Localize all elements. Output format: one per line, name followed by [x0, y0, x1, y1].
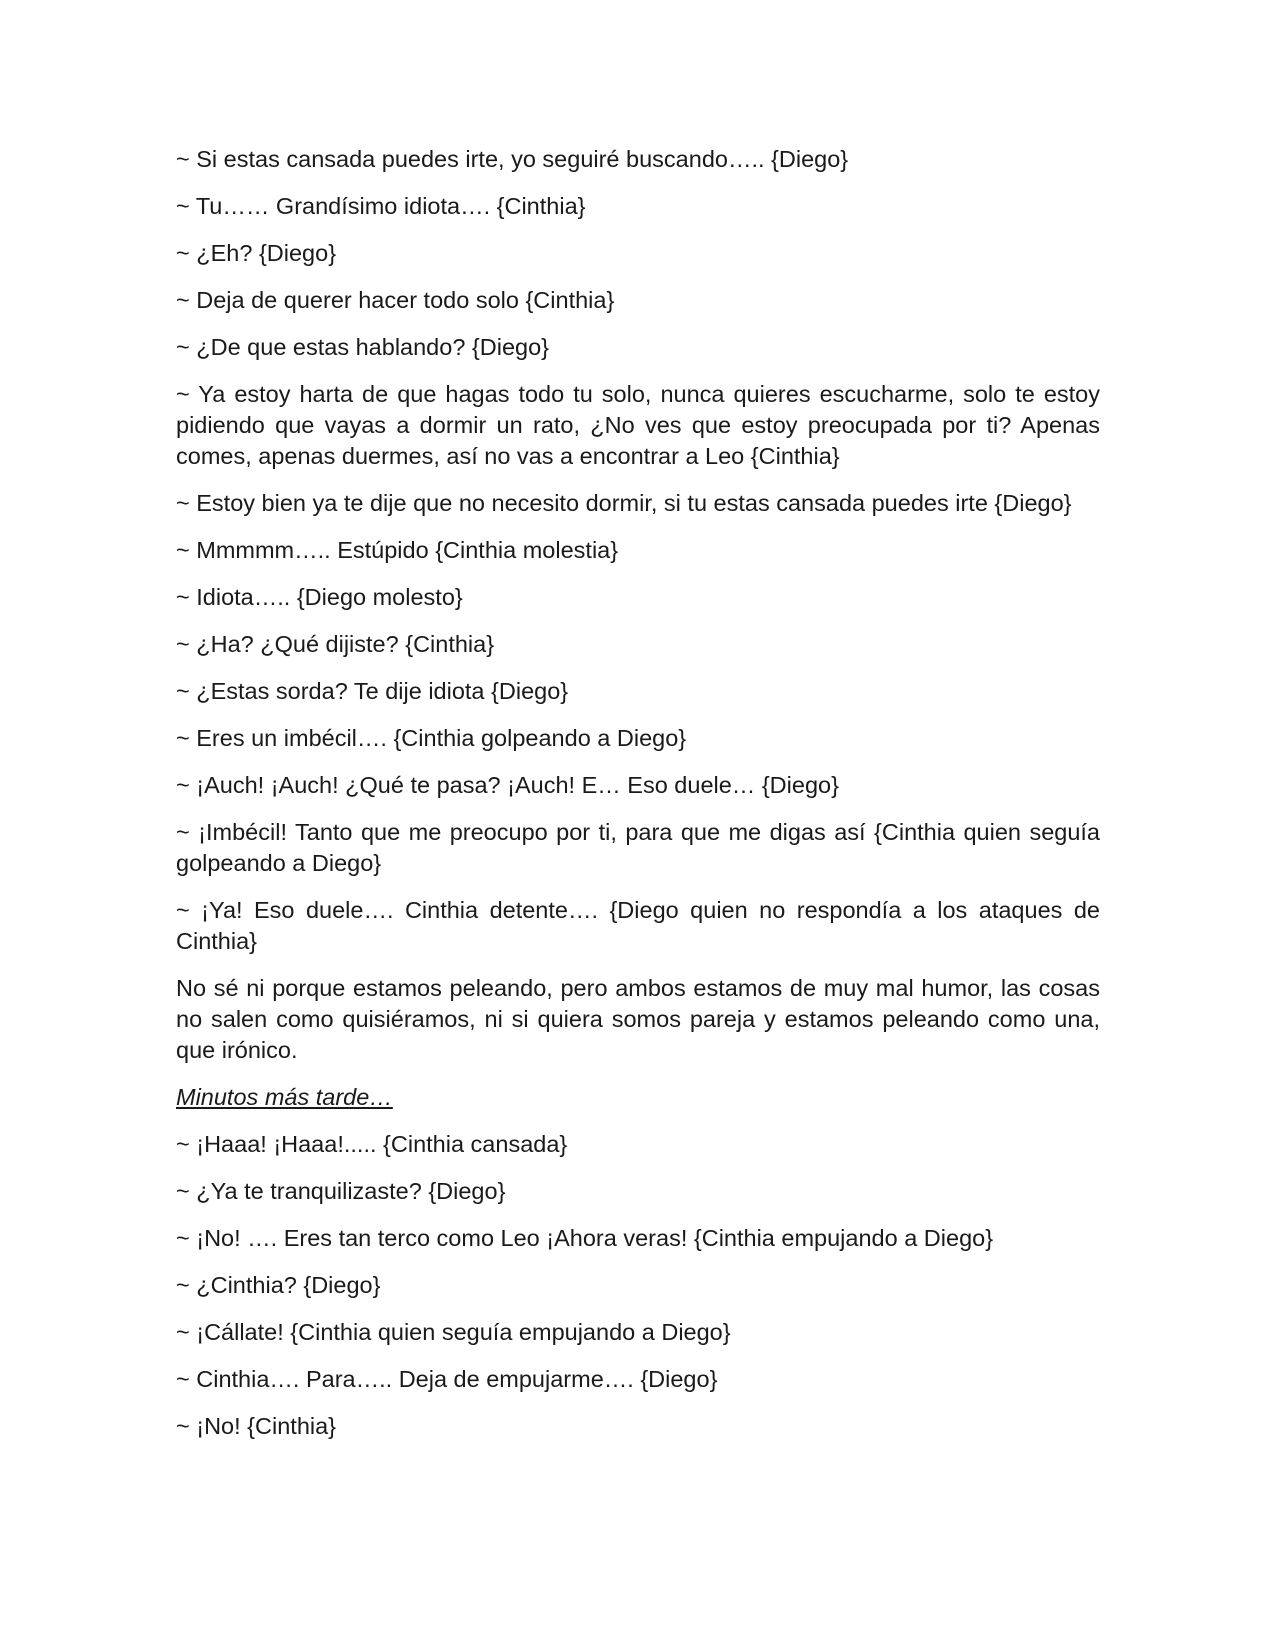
dialogue-line: ~ Idiota….. {Diego molesto}	[176, 584, 463, 610]
dialogue-line: ~ ¿Estas sorda? Te dije idiota {Diego}	[176, 678, 569, 704]
dialogue-line: ~ Cinthia…. Para….. Deja de empujarme…. {Diego}	[176, 1366, 718, 1392]
dialogue-line: ~ ¿Cinthia? {Diego}	[176, 1272, 381, 1298]
dialogue-line: ~ Eres un imbécil…. {Cinthia golpeando a Diego}	[176, 725, 687, 751]
dialogue-paragraph: ~ Estoy bien ya te dije que no necesito dormir, si tu estas cansada puedes irte {Diego}	[176, 490, 1072, 516]
dialogue-line: ~ Mmmmm….. Estúpido {Cinthia molestia}	[176, 537, 619, 563]
dialogue-line: ~ ¿Ya te tranquilizaste? {Diego}	[176, 1178, 506, 1204]
dialogue-line: ~ ¡No! …. Eres tan terco como Leo ¡Ahora veras! {Cinthia empujando a Diego}	[176, 1225, 994, 1251]
dialogue-line: ~ ¡Haaa! ¡Haaa!..... {Cinthia cansada}	[176, 1131, 568, 1157]
dialogue-paragraph: ~ Ya estoy harta de que hagas todo tu solo, nunca quieres escucharme, solo te estoy pidiendo que vayas a dormir un rato, ¿No ves que estoy preocupada por ti? Apenas comes, apenas duermes, así no vas a encontrar a Leo {Cinthia}	[176, 381, 1100, 469]
dialogue-line: ~ ¡No! {Cinthia}	[176, 1413, 337, 1439]
dialogue-paragraph: ~ ¡Imbécil! Tanto que me preocupo por ti, para que me digas así {Cinthia quien seguía golpeando a Diego}	[176, 819, 1100, 876]
dialogue-line: ~ Si estas cansada puedes irte, yo seguiré buscando….. {Diego}	[176, 146, 849, 172]
dialogue-line: ~ Deja de querer hacer todo solo {Cinthia}	[176, 287, 615, 313]
dialogue-line: ~ ¿De que estas hablando? {Diego}	[176, 334, 550, 360]
dialogue-line: ~ ¿Ha? ¿Qué dijiste? {Cinthia}	[176, 631, 495, 657]
dialogue-line: ~ ¡Auch! ¡Auch! ¿Qué te pasa? ¡Auch! E… Eso duele… {Diego}	[176, 772, 839, 798]
document-page	[176, 144, 1100, 1458]
dialogue-paragraph: ~ ¡Ya! Eso duele…. Cinthia detente…. {Diego quien no respondía a los ataques de Cinthia}	[176, 897, 1100, 954]
dialogue-line: ~ ¡Cállate! {Cinthia quien seguía empujando a Diego}	[176, 1319, 731, 1345]
dialogue-line: ~ ¿Eh? {Diego}	[176, 240, 337, 266]
scene-heading: Minutos más tarde…	[176, 1084, 393, 1110]
narration-paragraph: No sé ni porque estamos peleando, pero ambos estamos de muy mal humor, las cosas no salen como quisiéramos, ni si quiera somos pareja y estamos peleando como una, que irónico.	[176, 975, 1100, 1063]
dialogue-line: ~ Tu…… Grandísimo idiota…. {Cinthia}	[176, 193, 586, 219]
